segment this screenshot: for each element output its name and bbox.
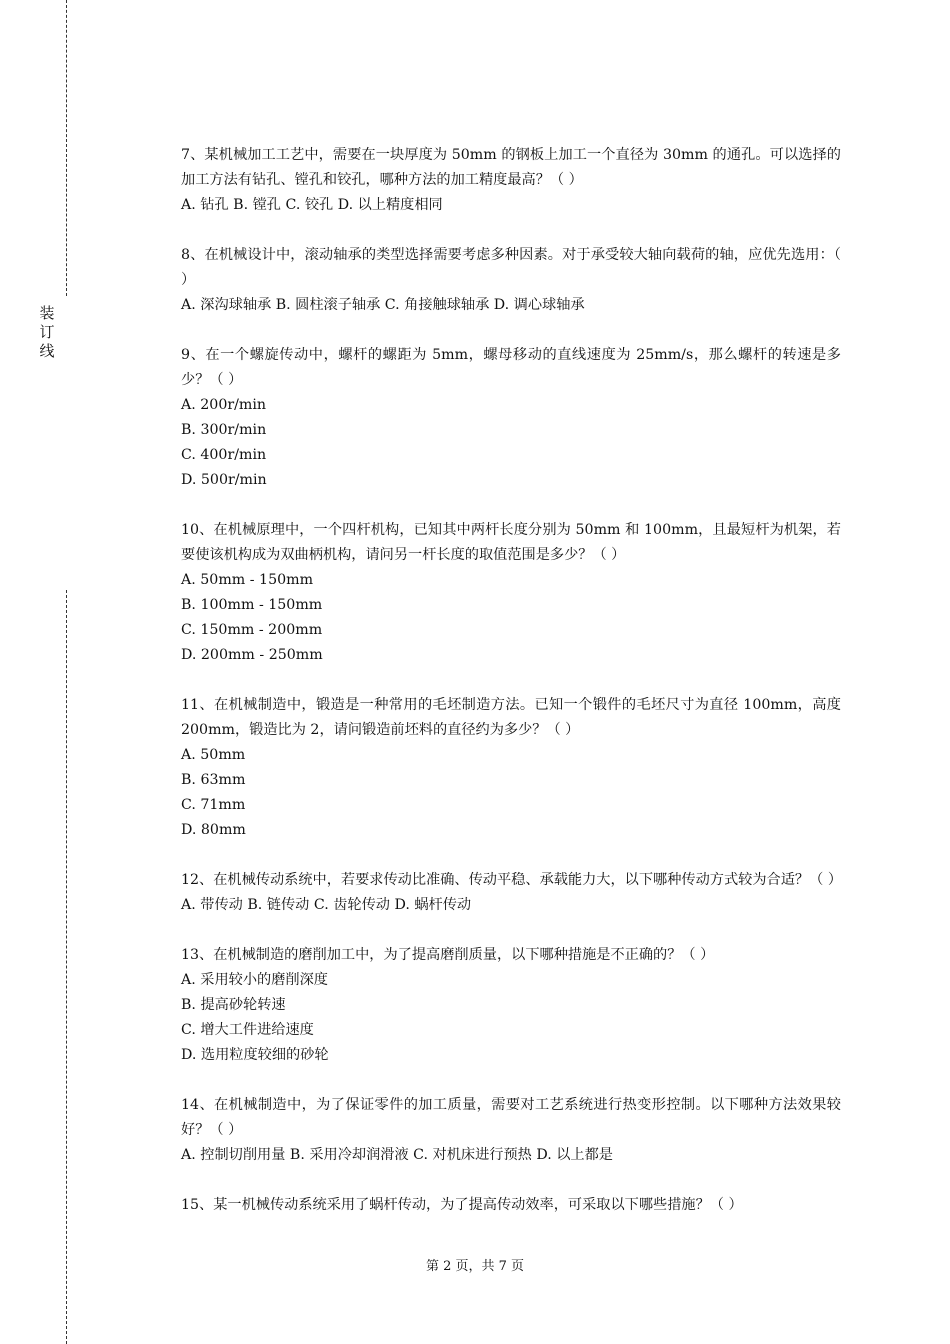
question-block bbox=[181, 868, 841, 918]
question-block bbox=[181, 1093, 841, 1168]
question-option: A. 50mm - 150mm bbox=[181, 572, 314, 588]
question-block bbox=[181, 343, 841, 493]
binding-line-bottom bbox=[66, 590, 67, 1344]
question-text: 8、在机械设计中，滚动轴承的类型选择需要考虑多种因素。对于承受较大轴向载荷的轴，应优先选用：（ ） bbox=[181, 247, 841, 288]
question-block bbox=[181, 1193, 841, 1218]
binding-line-top bbox=[66, 0, 67, 296]
binding-label bbox=[38, 304, 56, 361]
binding-label-char: 装 bbox=[39, 304, 55, 322]
page-footer: 第 2 页，共 7 页 bbox=[425, 1259, 525, 1274]
question-option: A. 50mm bbox=[181, 747, 246, 763]
question-option: D. 选用粒度较细的砂轮 bbox=[181, 1047, 329, 1063]
question-option: D. 80mm bbox=[181, 822, 246, 838]
question-text: 14、在机械制造中，为了保证零件的加工质量，需要对工艺系统进行热变形控制。以下哪种方法效果较好？（ ） bbox=[181, 1097, 841, 1138]
question-text: 9、在一个螺旋传动中，螺杆的螺距为 5mm，螺母移动的直线速度为 25mm/s，那么螺杆的转速是多少？（ ） bbox=[181, 347, 841, 388]
question-text: 10、在机械原理中，一个四杆机构，已知其中两杆长度分别为 50mm 和 100mm，且最短杆为机架，若要使该机构成为双曲柄机构，请问另一杆长度的取值范围是多少？（ ） bbox=[181, 522, 841, 563]
question-block bbox=[181, 693, 841, 843]
question-option: C. 71mm bbox=[181, 797, 246, 813]
question-block bbox=[181, 243, 841, 318]
question-block bbox=[181, 518, 841, 668]
binding-label-char: 线 bbox=[39, 342, 55, 360]
question-option: B. 提高砂轮转速 bbox=[181, 997, 286, 1013]
question-block bbox=[181, 943, 841, 1068]
binding-label-char: 订 bbox=[39, 323, 55, 341]
question-option: D. 200mm - 250mm bbox=[181, 647, 323, 663]
question-option: A. 控制切削用量 B. 采用冷却润滑液 C. 对机床进行预热 D. 以上都是 bbox=[181, 1147, 613, 1163]
question-option: C. 增大工件进给速度 bbox=[181, 1022, 314, 1038]
question-text: 12、在机械传动系统中，若要求传动比准确、传动平稳、承载能力大，以下哪种传动方式较为合适？（ ） bbox=[181, 872, 843, 888]
question-text: 11、在机械制造中，锻造是一种常用的毛坯制造方法。已知一个锻件的毛坯尺寸为直径 100mm，高度 200mm，锻造比为 2，请问锻造前坯料的直径约为多少？（ ） bbox=[181, 697, 841, 738]
question-option: A. 200r/min bbox=[181, 397, 267, 413]
question-option: A. 采用较小的磨削深度 bbox=[181, 972, 328, 988]
question-option: B. 300r/min bbox=[181, 422, 267, 438]
question-text: 7、某机械加工工艺中，需要在一块厚度为 50mm 的钢板上加工一个直径为 30mm 的通孔。可以选择的加工方法有钻孔、镗孔和铰孔，哪种方法的加工精度最高？（ ） bbox=[181, 147, 841, 188]
question-option: A. 带传动 B. 链传动 C. 齿轮传动 D. 蜗杆传动 bbox=[181, 897, 472, 913]
question-option: B. 63mm bbox=[181, 772, 246, 788]
question-option: C. 400r/min bbox=[181, 447, 267, 463]
question-text: 13、在机械制造的磨削加工中，为了提高磨削质量，以下哪种措施是不正确的？（ ） bbox=[181, 947, 715, 963]
question-option: B. 100mm - 150mm bbox=[181, 597, 323, 613]
question-list bbox=[181, 143, 841, 1243]
question-option: A. 深沟球轴承 B. 圆柱滚子轴承 C. 角接触球轴承 D. 调心球轴承 bbox=[181, 297, 585, 313]
question-option: C. 150mm - 200mm bbox=[181, 622, 323, 638]
question-block bbox=[181, 143, 841, 218]
question-option: A. 钻孔 B. 镗孔 C. 铰孔 D. 以上精度相同 bbox=[181, 197, 443, 213]
question-text: 15、某一机械传动系统采用了蜗杆传动，为了提高传动效率，可采取以下哪些措施？（ ） bbox=[181, 1197, 743, 1213]
question-option: D. 500r/min bbox=[181, 472, 267, 488]
